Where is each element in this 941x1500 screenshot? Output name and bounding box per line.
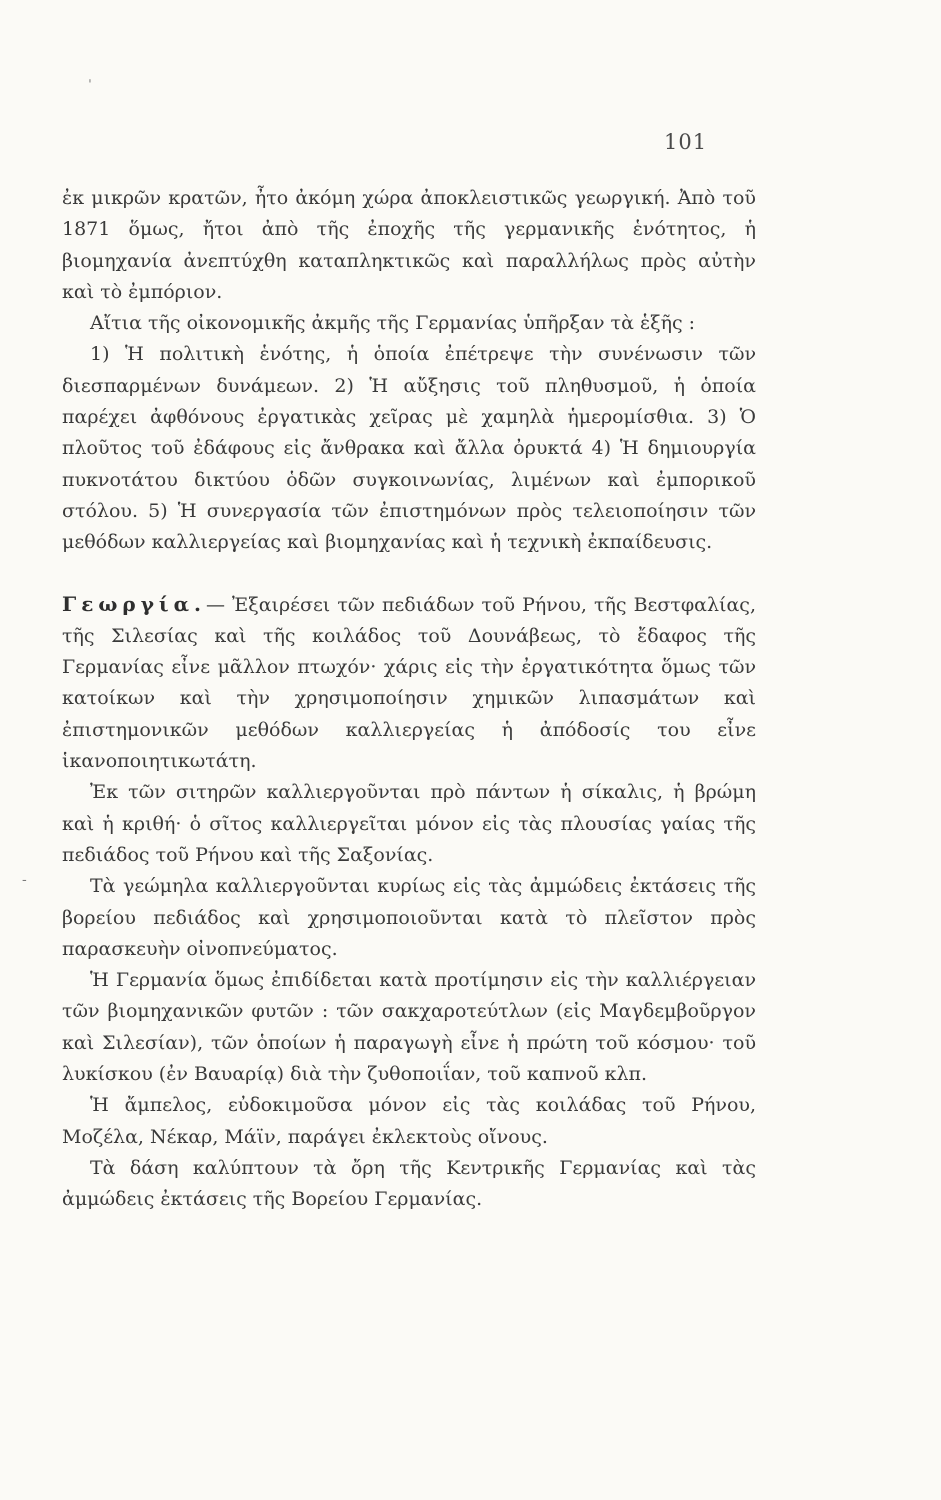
paragraph-causes-list: 1) Ἡ πολιτικὴ ἑνότης, ἡ ὁποία ἐπέτρεψε τὴν συνένωσιν τῶν διεσπαρμένων δυνάμεων. 2) Ἡ αὔξησις τοῦ πληθυσμοῦ, ἡ ὁποία παρέχει ἀφθόνους ἐργατικὰς χεῖρας μὲ χαμηλὰ ἡμερομίσθια. 3) Ὁ πλοῦτος τοῦ ἐδάφους εἰς ἄνθρακα καὶ ἄλλα ὀρυκτά 4) Ἡ δημιουργία πυκνοτάτου δικτύου ὁδῶν συγκοινωνίας, λιμένων καὶ ἐμπορικοῦ στόλου. 5) Ἡ συνεργασία τῶν ἐπιστημόνων πρὸς τελειοποίησιν τῶν μεθόδων καλλιεργείας καὶ βιομηχανίας καὶ ἡ τεχνικὴ ἐκπαίδευσις. xyxy=(62,343,756,554)
georgia-paragraph-forests: Τὰ δάση καλύπτουν τὰ ὄρη τῆς Κεντρικῆς Γερμανίας καὶ τὰς ἀμμώδεις ἐκτάσεις τῆς Βορείου Γερμανίας. xyxy=(62,1156,756,1211)
georgia-paragraph-potatoes: Τὰ γεώμηλα καλλιεργοῦνται κυρίως εἰς τὰς ἀμμώδεις ἐκτάσεις τῆς βορείου πεδιάδος καὶ χρησιμοποιοῦνται κατὰ τὸ πλεῖστον πρὸς παρασκευὴν οἰνοπνεύματος. xyxy=(62,875,756,960)
heading-dash: — xyxy=(205,593,233,616)
paragraph-causes-intro: Αἴτια τῆς οἰκονομικῆς ἀκμῆς τῆς Γερμανίας ὑπῆρξαν τὰ ἑξῆς : xyxy=(90,312,696,335)
georgia-paragraph-soil: Ἐξαιρέσει τῶν πεδιάδων τοῦ Ρήνου, τῆς Βεστφαλίας, τῆς Σιλεσίας καὶ τῆς κοιλάδος τοῦ Δουνάβεως, τὸ ἔδαφος τῆς Γερμανίας εἶνε μᾶλλον πτωχόν· χάρις εἰς τὴν ἐργατικότητα ὅμως τῶν κατοίκων καὶ τὴν χρησιμοποίησιν χημικῶν λιπασμάτων καὶ ἐπιστημονικῶν μεθόδων καλλιεργείας ἡ ἀπόδοσίς του εἶνε ἱκανοποιητικωτάτη. xyxy=(62,593,756,773)
georgia-section-first-paragraph xyxy=(62,589,756,778)
page-number: 101 xyxy=(664,130,708,154)
paragraph-intro: ἐκ μικρῶν κρατῶν, ἦτο ἀκόμη χώρα ἀποκλειστικῶς γεωργική. Ἀπὸ τοῦ 1871 ὅμως, ἤτοι ἀπὸ τῆς ἐποχῆς τῆς γερμανικῆς ἑνότητος, ἡ βιομηχανία ἀνεπτύχθη καταπληκτικῶς καὶ παραλλήλως πρὸς αὐτὴν καὶ τὸ ἐμπόριον. xyxy=(62,187,756,303)
georgia-paragraph-industrial-plants: Ἡ Γερμανία ὅμως ἐπιδίδεται κατὰ προτίμησιν εἰς τὴν καλλιέργειαν τῶν βιομηχανικῶν φυτῶν : τῶν σακχαροτεύτλων (εἰς Μαγδεμβοῦργον καὶ Σιλεσίαν), τῶν ὁποίων ἡ παραγωγὴ εἶνε ἡ πρώτη τοῦ κόσμου· τοῦ λυκίσκου (ἐν Βαυαρίᾳ) διὰ τὴν ζυθοποιΐαν, τοῦ καπνοῦ κλπ. xyxy=(62,969,756,1086)
georgia-paragraph-vineyards: Ἡ ἄμπελος, εὐδοκιμοῦσα μόνον εἰς τὰς κοιλάδας τοῦ Ρήνου, Μοζέλα, Νέκαρ, Μάϊν, παράγει ἐκλεκτοὺς οἴνους. xyxy=(62,1094,756,1148)
section-heading-georgia: Γεωργία. xyxy=(62,591,206,616)
margin-dash: - xyxy=(22,872,27,888)
print-speck: ˈ xyxy=(88,78,92,94)
georgia-paragraph-cereals: Ἐκ τῶν σιτηρῶν καλλιεργοῦνται πρὸ πάντων ἡ σίκαλις, ἡ βρώμη καὶ ἡ κριθή· ὁ σῖτος καλλιεργεῖται μόνον εἰς τὰς πλουσίας γαίας τῆς πεδιάδος τοῦ Ρήνου καὶ τῆς Σαξονίας. xyxy=(62,781,756,866)
body-text xyxy=(62,183,756,1216)
